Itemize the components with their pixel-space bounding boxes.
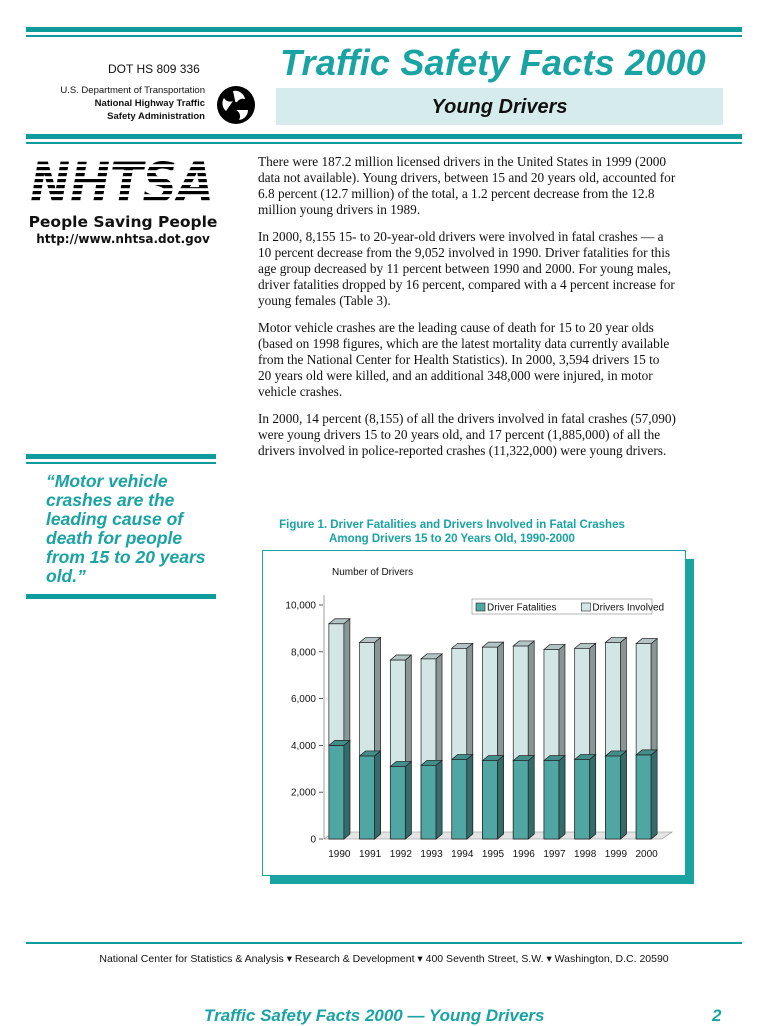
y-axis-title: Number of Drivers [332, 567, 414, 578]
x-tick-label: 1991 [358, 849, 382, 860]
bar-driver-fatalities-front [636, 755, 651, 839]
paragraph: There were 187.2 million licensed drivers in the United States in 1999 (2000 data not available). Young drivers, between 15 and 20 years old, accounted for 6.8 percent (12.7 million) of the total, a 1.2 percent decrease from the 12.8 million young drivers in 1989. [258, 154, 676, 217]
bar-driver-fatalities [452, 754, 473, 839]
top-rule [26, 27, 742, 32]
x-tick-label: 1993 [420, 849, 443, 860]
chart-legend [472, 599, 664, 614]
bar-driver-fatalities-side [498, 756, 504, 839]
bar-driver-fatalities-front [329, 745, 344, 839]
paragraph: In 2000, 14 percent (8,155) of all the drivers involved in fatal crashes (57,090) were young drivers 15 to 20 years old, and 17 percent (1,885,000) of all the drivers involved in police-reported crashes (11,322,000) were young drivers. [258, 411, 676, 458]
nhtsa-wordmark-text: NHTSA [30, 151, 214, 215]
bar-driver-fatalities-side [405, 761, 411, 839]
bar-driver-fatalities-side [528, 756, 534, 839]
nhtsa-wordmark-icon [28, 151, 218, 215]
y-tick-label: 4,000 [290, 740, 316, 752]
x-tick-label: 1996 [512, 849, 535, 860]
bar-driver-fatalities [605, 751, 626, 839]
x-tick-label: 1998 [574, 849, 597, 860]
logo-url[interactable]: http://www.nhtsa.dot.gov [36, 232, 210, 246]
bar-driver-fatalities [421, 760, 442, 839]
bar-driver-fatalities [544, 756, 565, 839]
dept-line1: U.S. Department of Transportation [60, 85, 205, 96]
quote-rule-bottom [26, 594, 216, 599]
y-tick-label: 8,000 [290, 647, 316, 659]
legend-swatch [581, 603, 590, 611]
nhtsa-logo [28, 151, 218, 246]
bar-driver-fatalities-front [390, 766, 405, 839]
footer-rule [26, 942, 742, 944]
bar-driver-fatalities-front [452, 759, 467, 839]
legend-swatch [476, 603, 485, 611]
bar-driver-fatalities-side [467, 754, 473, 839]
bar-driver-fatalities-side [344, 740, 350, 839]
bar-driver-fatalities [575, 754, 596, 839]
bar-driver-fatalities-side [375, 751, 381, 839]
paragraph: In 2000, 8,155 15- to 20-year-old drivers were involved in fatal crashes — a 10 percent decrease from the 9,052 involved in 1990. Driver fatalities for this age group decreased by 11 percent between 1990 and 2000. For young males, driver fatalities dropped by 16 percent, compared with a 4 percent increase for young females (Table 3). [258, 229, 675, 308]
page-number: 2 [712, 1006, 722, 1025]
bar-driver-fatalities [360, 751, 381, 839]
bar-driver-fatalities [636, 750, 657, 839]
y-tick-label: 6,000 [290, 694, 316, 706]
header-rule [26, 134, 742, 139]
bar-driver-fatalities-front [360, 756, 375, 839]
x-tick-label: 1995 [481, 849, 505, 860]
bar-driver-fatalities [483, 756, 504, 839]
bar-driver-fatalities [329, 740, 350, 839]
figure-title [252, 518, 652, 546]
running-footer-title: Traffic Safety Facts 2000 — Young Drivers [204, 1006, 545, 1025]
paragraph: Motor vehicle crashes are the leading cause of death for 15 to 20 year olds (based on 1998 figures, which are the latest mortality data currently available from the National Center for Health Statistics). In 2000, 3,594 drivers 15 to 20 years old were killed, and an additional 348,000 were injured, in motor vehicle crashes. [258, 320, 670, 399]
bar-driver-fatalities-side [590, 754, 596, 839]
y-tick-label: 0 [310, 834, 316, 846]
bar-driver-fatalities-side [620, 751, 626, 839]
quote-rule-top-thin [26, 462, 216, 464]
y-tick-label: 2,000 [290, 787, 316, 799]
footer-line: National Center for Statistics & Analysis ▾ Research & Development ▾ 400 Seventh Street, S.W. ▾ Washington, D.C. 20590 [99, 953, 669, 965]
bar-driver-fatalities-front [421, 765, 436, 839]
dot-logo-icon [216, 84, 256, 126]
dept-line2: National Highway Traffic [94, 98, 205, 109]
bar-chart [262, 550, 686, 876]
header-rule-thin [26, 142, 742, 144]
x-tick-label: 2000 [635, 849, 658, 860]
x-tick-label: 1992 [389, 849, 412, 860]
bar-driver-fatalities-side [559, 756, 565, 839]
x-tick-label: 1997 [543, 849, 566, 860]
legend-label: Drivers Involved [592, 602, 665, 614]
page-subtitle: Young Drivers [431, 96, 568, 118]
x-tick-label: 1999 [604, 849, 628, 860]
department-block [30, 84, 205, 123]
bar-driver-fatalities-front [575, 759, 590, 839]
quote-rule-top [26, 454, 216, 459]
y-tick-label: 10,000 [285, 600, 316, 612]
bar-driver-fatalities-front [513, 761, 528, 839]
bar-driver-fatalities [513, 756, 534, 839]
bar-driver-fatalities-side [651, 750, 657, 839]
x-tick-label: 1990 [328, 849, 351, 860]
legend-label: Driver Fatalities [487, 602, 557, 614]
bar-driver-fatalities-front [544, 761, 559, 839]
doc-number: DOT HS 809 336 [108, 62, 200, 76]
bar-driver-fatalities-front [605, 756, 620, 839]
bar-driver-fatalities-side [436, 760, 442, 839]
figure-title-line2: Among Drivers 15 to 20 Years Old, 1990-2000 [329, 533, 575, 545]
logo-tagline: People Saving People [28, 213, 218, 231]
pull-quote: “Motor vehicle crashes are the leading cause of death for people from 15 to 20 years old.” [46, 471, 206, 586]
x-tick-label: 1994 [451, 849, 474, 860]
figure-title-line1: Figure 1. Driver Fatalities and Drivers Involved in Fatal Crashes [279, 519, 625, 531]
bar-driver-fatalities [390, 761, 411, 839]
bar-driver-fatalities-front [483, 761, 498, 839]
article-body [258, 154, 676, 470]
page-title: Traffic Safety Facts 2000 [280, 42, 706, 83]
dept-line3: Safety Administration [107, 111, 205, 122]
top-rule-thin [26, 35, 742, 37]
